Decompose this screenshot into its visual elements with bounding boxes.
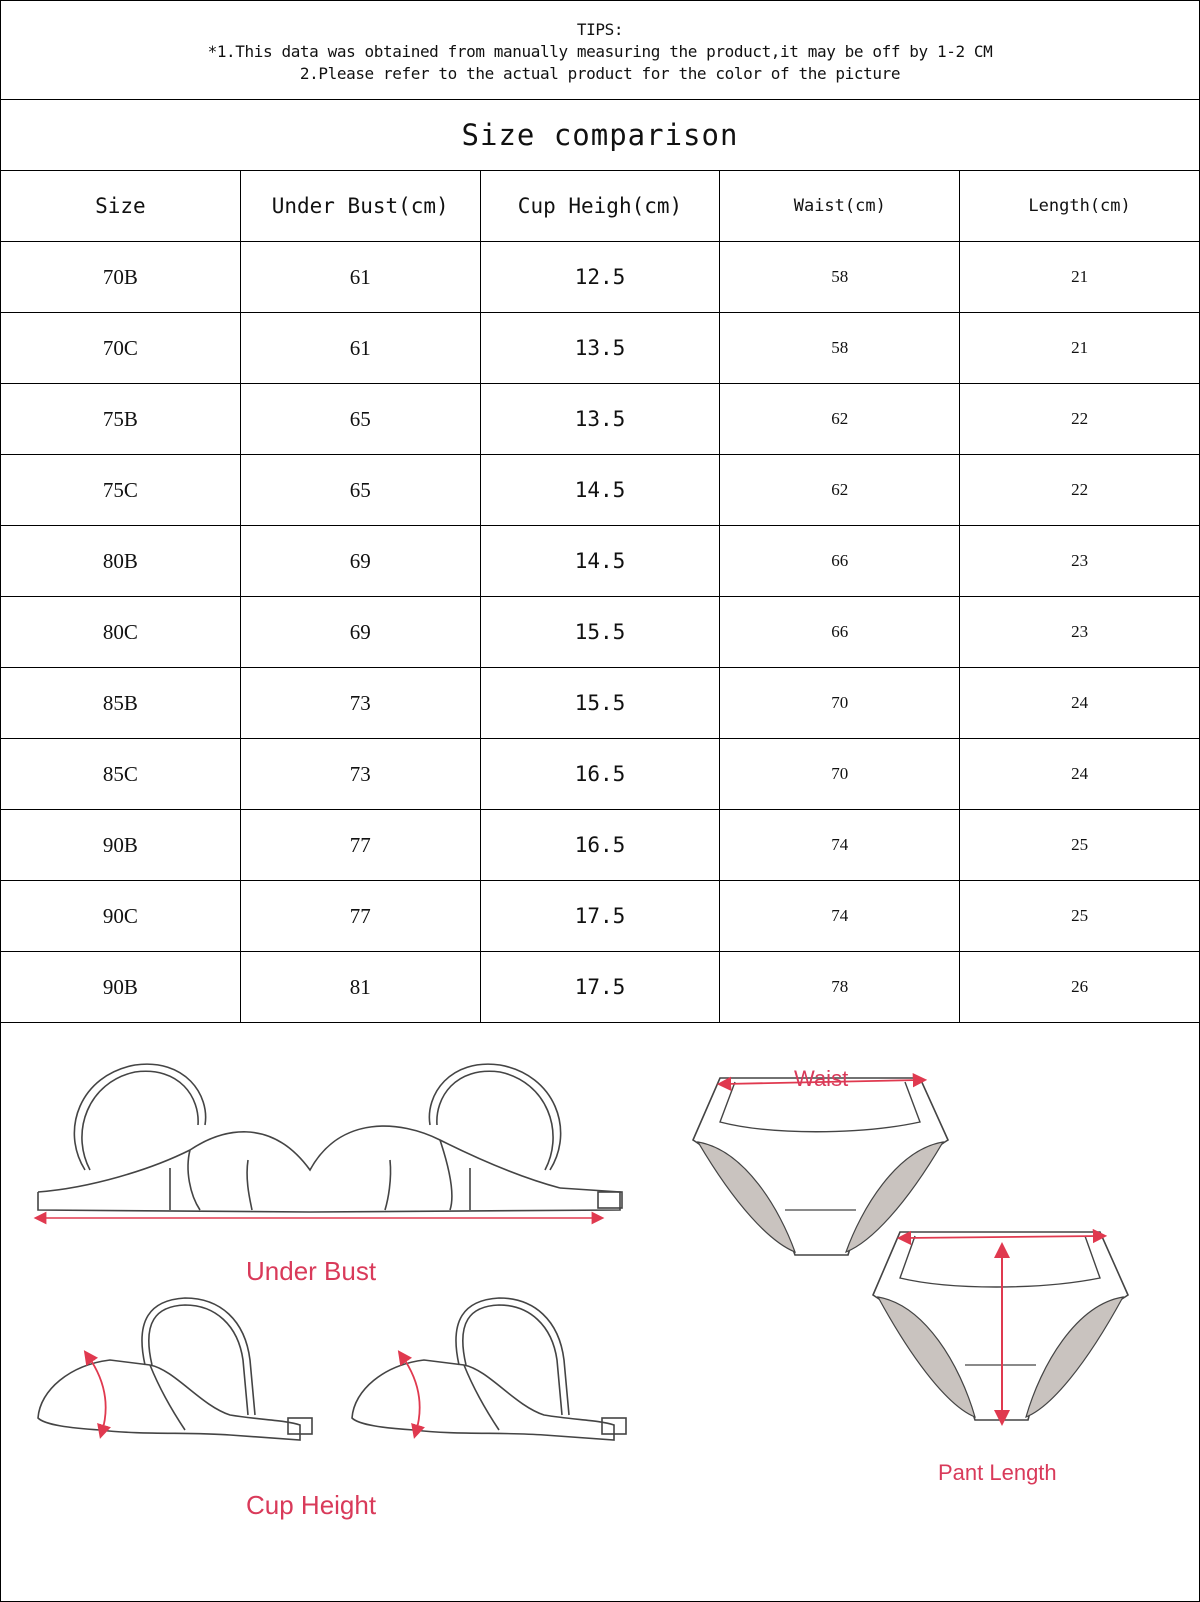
tips-line-1: *1.This data was obtained from manually measuring the product,it may be off by 1-2 CM bbox=[207, 42, 993, 61]
cell-cup-height: 14.5 bbox=[480, 455, 720, 526]
cell-length: 23 bbox=[960, 526, 1200, 597]
cell-under-bust: 77 bbox=[240, 881, 480, 952]
cell-size: 80B bbox=[1, 526, 241, 597]
cell-length: 26 bbox=[960, 952, 1200, 1023]
cell-cup-height: 14.5 bbox=[480, 526, 720, 597]
cell-length: 21 bbox=[960, 242, 1200, 313]
cell-cup-height: 13.5 bbox=[480, 313, 720, 384]
tips-heading: TIPS: bbox=[576, 20, 624, 39]
cell-waist: 74 bbox=[720, 881, 960, 952]
cell-under-bust: 69 bbox=[240, 526, 480, 597]
table-row bbox=[1, 455, 1200, 526]
header-size: Size bbox=[1, 171, 241, 242]
cell-under-bust: 77 bbox=[240, 810, 480, 881]
cell-cup-height: 17.5 bbox=[480, 881, 720, 952]
cell-waist: 70 bbox=[720, 739, 960, 810]
cell-size: 75B bbox=[1, 384, 241, 455]
cell-waist: 58 bbox=[720, 242, 960, 313]
cell-cup-height: 16.5 bbox=[480, 810, 720, 881]
table-row bbox=[1, 384, 1200, 455]
cell-cup-height: 13.5 bbox=[480, 384, 720, 455]
table-row bbox=[1, 810, 1200, 881]
cell-cup-height: 16.5 bbox=[480, 739, 720, 810]
table-row bbox=[1, 597, 1200, 668]
page-title: Size comparison bbox=[0, 100, 1200, 171]
table-row bbox=[1, 952, 1200, 1023]
table-row bbox=[1, 526, 1200, 597]
cell-size: 70B bbox=[1, 242, 241, 313]
table-header-row bbox=[1, 171, 1200, 242]
cell-under-bust: 61 bbox=[240, 313, 480, 384]
cell-cup-height: 15.5 bbox=[480, 597, 720, 668]
bra-side-drawing-left bbox=[38, 1298, 312, 1440]
under-bust-label: Under Bust bbox=[246, 1256, 377, 1286]
cell-under-bust: 65 bbox=[240, 384, 480, 455]
cell-waist: 66 bbox=[720, 526, 960, 597]
cup-height-label: Cup Height bbox=[246, 1490, 377, 1520]
table-row bbox=[1, 881, 1200, 952]
cell-length: 24 bbox=[960, 668, 1200, 739]
cell-waist: 70 bbox=[720, 668, 960, 739]
cell-size: 85C bbox=[1, 739, 241, 810]
cell-under-bust: 81 bbox=[240, 952, 480, 1023]
cell-cup-height: 15.5 bbox=[480, 668, 720, 739]
size-table bbox=[0, 170, 1200, 1023]
cell-length: 21 bbox=[960, 313, 1200, 384]
cell-size: 90C bbox=[1, 881, 241, 952]
cup-height-measure-line-right bbox=[402, 1356, 420, 1432]
cell-length: 22 bbox=[960, 384, 1200, 455]
cell-length: 25 bbox=[960, 810, 1200, 881]
cell-under-bust: 65 bbox=[240, 455, 480, 526]
cell-length: 25 bbox=[960, 881, 1200, 952]
cell-waist: 62 bbox=[720, 384, 960, 455]
panty-back-drawing bbox=[873, 1232, 1128, 1420]
measurement-diagrams bbox=[0, 1020, 1200, 1600]
table-row bbox=[1, 739, 1200, 810]
measurement-illustration bbox=[0, 1020, 1200, 1600]
tips-line-2: 2.Please refer to the actual product for the color of the picture bbox=[299, 64, 901, 83]
cell-length: 24 bbox=[960, 739, 1200, 810]
cell-cup-height: 12.5 bbox=[480, 242, 720, 313]
cell-under-bust: 61 bbox=[240, 242, 480, 313]
bra-front-drawing bbox=[38, 1064, 622, 1212]
table-row bbox=[1, 242, 1200, 313]
bra-side-drawing-right bbox=[352, 1298, 626, 1440]
header-length: Length(cm) bbox=[960, 171, 1200, 242]
cell-cup-height: 17.5 bbox=[480, 952, 720, 1023]
cell-waist: 78 bbox=[720, 952, 960, 1023]
cell-waist: 66 bbox=[720, 597, 960, 668]
cell-size: 75C bbox=[1, 455, 241, 526]
cell-size: 85B bbox=[1, 668, 241, 739]
table-row bbox=[1, 668, 1200, 739]
header-waist: Waist(cm) bbox=[720, 171, 960, 242]
pant-length-label: Pant Length bbox=[938, 1460, 1057, 1485]
table-row bbox=[1, 313, 1200, 384]
cup-height-measure-line-left bbox=[88, 1356, 106, 1432]
cell-waist: 74 bbox=[720, 810, 960, 881]
cell-size: 90B bbox=[1, 810, 241, 881]
cell-waist: 58 bbox=[720, 313, 960, 384]
cell-length: 22 bbox=[960, 455, 1200, 526]
waist-label: Waist bbox=[794, 1066, 849, 1091]
header-cup-height: Cup Heigh(cm) bbox=[480, 171, 720, 242]
panty-front-drawing bbox=[693, 1078, 948, 1255]
cell-length: 23 bbox=[960, 597, 1200, 668]
header-under-bust: Under Bust(cm) bbox=[240, 171, 480, 242]
cell-under-bust: 69 bbox=[240, 597, 480, 668]
cell-size: 70C bbox=[1, 313, 241, 384]
cell-size: 90B bbox=[1, 952, 241, 1023]
tips-box bbox=[0, 0, 1200, 100]
cell-waist: 62 bbox=[720, 455, 960, 526]
cell-under-bust: 73 bbox=[240, 668, 480, 739]
cell-size: 80C bbox=[1, 597, 241, 668]
cell-under-bust: 73 bbox=[240, 739, 480, 810]
